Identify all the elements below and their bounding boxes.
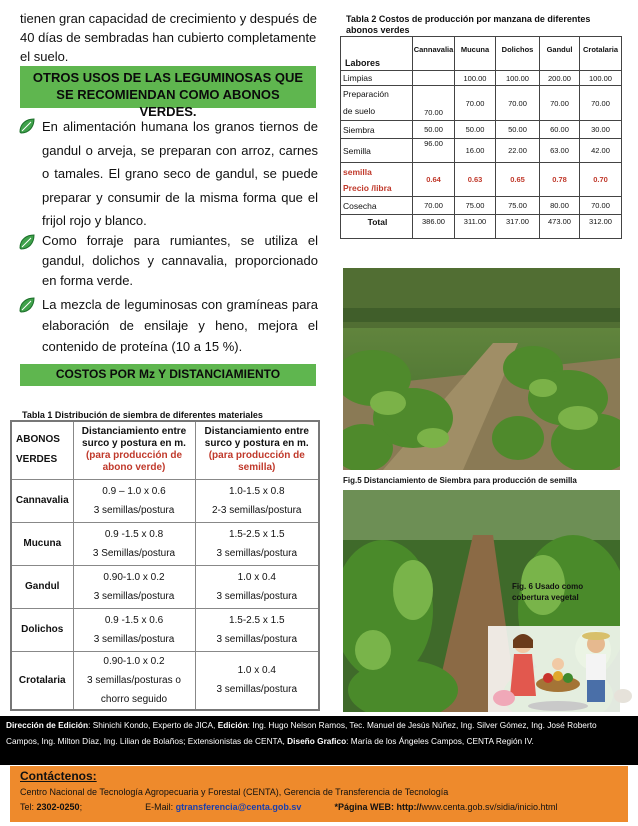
row-label: Siembra	[341, 121, 413, 139]
fig5-caption: Fig.5 Distanciamiento de Siembra para producción de semilla	[343, 476, 577, 485]
intro-paragraph: tienen gran capacidad de crecimiento y después de 40 días de sembradas han cubierto completamente el suelo.	[20, 11, 318, 64]
row-name: Gandul	[11, 565, 73, 608]
table-row	[11, 565, 319, 608]
table-cell: 0.90-1.0 x 0.2 3 semillas/postura	[73, 565, 195, 608]
table2-header-labores: Labores	[341, 37, 413, 71]
contact-phone[interactable]: 2302-0250	[36, 802, 80, 812]
table2-col-header: Gandul	[540, 37, 580, 71]
row-label: Limpias	[341, 71, 413, 86]
bullet-item-alimentacion	[18, 115, 318, 227]
table-row	[11, 651, 319, 710]
table-cell: 0.9 -1.5 x 0.6 3 semillas/postura	[73, 608, 195, 651]
table-row: Siembra 50.00 50.00 50.00 60.00 30.00	[341, 121, 622, 139]
bullet-text: La mezcla de leguminosas con gramíneas para elaboración de ensilaje y heno, mejora el contenido de proteína (10 a 15 %).	[42, 297, 318, 354]
family-cartoon-illustration	[488, 626, 634, 714]
table-row: Limpias 100.00 100.00 200.00 100.00	[341, 71, 622, 86]
bullet-text: En alimentación humana los granos tiernos de gandul o arveja, se preparan con arroz, carnes o tamales. El grano seco de gandul, se puede preparar y consumir de la misma forma que el frijol rojo y blanco.	[42, 119, 318, 228]
fig6-caption: Fig. 6 Usado como cobertura vegetal	[512, 582, 584, 602]
row-label: Semilla	[341, 139, 413, 163]
credits-bar: Dirección de Edición: Shinichi Kondo, Experto de JICA, Edición: Ing. Hugo Nelson Ramos, Tec. Manuel de Jesús Núñez, Ing. Silver Gómez, Ing. José Roberto Campos, Ing. Milton Díaz, Ing. Lilian de Bolaños; Extensionistas de CENTA, Diseño Grafico: María de los Ángeles Campos, CENTA Región IV.	[0, 716, 638, 765]
contact-box	[10, 766, 628, 822]
table-cell: 0.9 – 1.0 x 0.6 3 semillas/postura	[73, 479, 195, 522]
contact-line: Tel: 2302-0250; E-Mail: gtransferencia@centa.gob.sv *Página WEB: http://www.centa.gob.sv/sidia/inicio.html	[20, 802, 558, 812]
table-row	[11, 522, 319, 565]
row-label: Preparación de suelo	[341, 86, 413, 121]
table-row: Preparación de suelo 70.00 70.00 70.00 70.00 70.00	[341, 86, 622, 121]
table2-col-header: Dolichos	[496, 37, 540, 71]
row-label: Cosecha	[341, 197, 413, 215]
photo-fig5-bean-rows	[343, 268, 620, 470]
table-cell: 1.5-2.5 x 1.5 3 semillas/postura	[195, 522, 319, 565]
table2-title: Tabla 2 Costos de producción por manzana de diferentes abonos verdes	[346, 14, 591, 35]
table-row: Total 386.00 311.00 317.00 473.00 312.00	[341, 215, 622, 239]
row-label: Total	[341, 215, 413, 239]
row-name: Cannavalia	[11, 479, 73, 522]
bullet-text: Como forraje para rumiantes, se utiliza el gandul, dolichos y cannavalia, proporcionado en forma verde.	[42, 233, 318, 288]
table-cell: 1.0 x 0.4 3 semillas/postura	[195, 565, 319, 608]
table-cell: 0.90-1.0 x 0.2 3 semillas/posturas o chorro seguido	[73, 651, 195, 710]
bullet-item-forraje	[18, 231, 318, 291]
row-label: semilla Precio /libra	[341, 163, 413, 197]
table-cell: 1.0 x 0.4 3 semillas/postura	[195, 651, 319, 710]
table2-col-header: Crotalaria	[580, 37, 622, 71]
table-costos-produccion	[340, 36, 622, 239]
table-cell: 1.5-2.5 x 1.5 3 semillas/postura	[195, 608, 319, 651]
section-heading-otros-usos: OTROS USOS DE LAS LEGUMINOSAS QUE SE RECOMIENDAN COMO ABONOS VERDES.	[20, 66, 316, 108]
contact-title: Contáctenos:	[20, 769, 97, 783]
table-row: Semilla 96.00 16.00 22.00 63.00 42.00	[341, 139, 622, 163]
contact-email-link[interactable]: gtransferencia@centa.gob.sv	[175, 802, 302, 812]
row-name: Crotalaria	[11, 651, 73, 710]
table1-header-col1: Distanciamiento entre surco y postura en m. (para producción de abono verde)	[73, 421, 195, 479]
table2-col-header: Mucuna	[455, 37, 496, 71]
table-row: Cosecha 70.00 75.00 75.00 80.00 70.00	[341, 197, 622, 215]
table1-header-col2: Distanciamiento entre surco y postura en m. (para producción de semilla)	[195, 421, 319, 479]
contact-web-link[interactable]: www.centa.gob.sv/sidia/inicio.html	[421, 802, 558, 812]
table1-title: Tabla 1 Distribución de siembra de diferentes materiales	[22, 410, 263, 420]
table-cell: 0.9 -1.5 x 0.8 3 Semillas/postura	[73, 522, 195, 565]
row-name: Dolichos	[11, 608, 73, 651]
table-cell: 1.0-1.5 x 0.8 2-3 semillas/postura	[195, 479, 319, 522]
table1-header-abonos: ABONOS VERDES	[11, 421, 73, 479]
table-row: semilla Precio /libra 0.64 0.63 0.65 0.78 0.70	[341, 163, 622, 197]
row-name: Mucuna	[11, 522, 73, 565]
section-heading-costos: COSTOS POR Mz Y DISTANCIAMIENTO	[20, 364, 316, 386]
table-row	[11, 608, 319, 651]
leaf-bullet-icon	[18, 296, 36, 314]
table-distribucion-siembra	[10, 420, 320, 711]
table-row	[11, 479, 319, 522]
contact-org: Centro Nacional de Tecnología Agropecuaria y Forestal (CENTA), Gerencia de Transferencia de Tecnología	[20, 787, 449, 797]
leaf-bullet-icon	[18, 117, 36, 135]
leaf-bullet-icon	[18, 233, 36, 251]
bullet-item-ensilaje	[18, 294, 318, 358]
table2-col-header: Cannavalia	[413, 37, 455, 71]
